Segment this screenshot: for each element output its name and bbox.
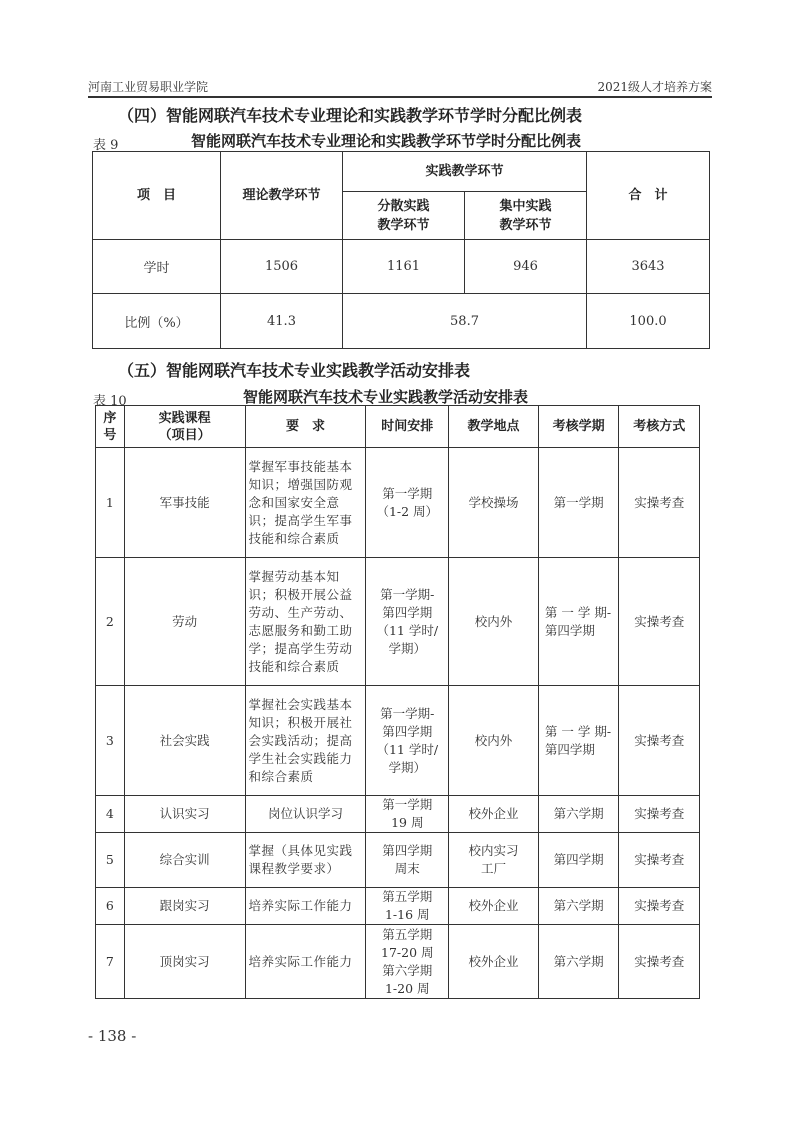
cell-course: 跟岗实习	[124, 888, 245, 925]
cell-practice-ratio: 58.7	[343, 294, 587, 349]
cell-no: 5	[96, 833, 125, 888]
cell-term: 第四学期	[538, 833, 619, 888]
cell-time: 第五学期 1-16 周	[366, 888, 449, 925]
cell-time: 第一学期- 第四学期 （11 学时/ 学期）	[366, 558, 449, 686]
cell-place: 学校操场	[449, 448, 539, 558]
cell-place: 校内实习 工厂	[449, 833, 539, 888]
table-header-row	[96, 406, 700, 448]
cell-requirement: 掌握（具体见实践课程教学要求）	[245, 833, 366, 888]
header-no: 序 号	[96, 406, 125, 448]
cell-requirement: 掌握劳动基本知识；积极开展公益劳动、生产劳动、志愿服务和勤工助学；提高学生劳动技能和综合素质	[245, 558, 366, 686]
cell-no: 4	[96, 796, 125, 833]
cell-requirement: 掌握社会实践基本知识；积极开展社会实践活动；提高学生社会实践能力和综合素质	[245, 686, 366, 796]
cell-method: 实操考查	[619, 558, 700, 686]
table-row-ratio	[93, 294, 710, 349]
page-number: - 138 -	[88, 1027, 137, 1045]
header-practice: 实践教学环节	[343, 152, 587, 192]
header-requirement: 要 求	[245, 406, 366, 448]
cell-no: 7	[96, 925, 125, 999]
cell-course: 劳动	[124, 558, 245, 686]
table-row	[96, 925, 700, 999]
header-time: 时间安排	[366, 406, 449, 448]
cell-method: 实操考查	[619, 925, 700, 999]
cell-term: 第 一 学 期- 第四学期	[538, 686, 619, 796]
cell-method: 实操考查	[619, 833, 700, 888]
cell-time: 第一学期 19 周	[366, 796, 449, 833]
cell-method: 实操考查	[619, 888, 700, 925]
cell-requirement: 培养实际工作能力	[245, 925, 366, 999]
cell-place: 校内外	[449, 686, 539, 796]
table-row	[96, 686, 700, 796]
cell-total-ratio: 100.0	[587, 294, 710, 349]
table-row-hours	[93, 240, 710, 294]
cell-term: 第一学期	[538, 448, 619, 558]
header-divider	[88, 96, 712, 98]
cell-no: 6	[96, 888, 125, 925]
cell-time: 第一学期 （1-2 周）	[366, 448, 449, 558]
section-5-title: （五）智能网联汽车技术专业实践教学活动安排表	[118, 361, 471, 380]
cell-time: 第四学期 周末	[366, 833, 449, 888]
cell-method: 实操考查	[619, 796, 700, 833]
cell-term: 第六学期	[538, 925, 619, 999]
cell-place: 校内外	[449, 558, 539, 686]
header-place: 教学地点	[449, 406, 539, 448]
header-total: 合 计	[587, 152, 710, 240]
cell-method: 实操考查	[619, 448, 700, 558]
header-document-title: 2021级人才培养方案	[597, 80, 712, 94]
cell-time: 第一学期- 第四学期 （11 学时/ 学期）	[366, 686, 449, 796]
header-course: 实践课程 （项目）	[124, 406, 245, 448]
cell-course: 综合实训	[124, 833, 245, 888]
page-header	[88, 78, 712, 96]
cell-no: 3	[96, 686, 125, 796]
cell-total-hours: 3643	[587, 240, 710, 294]
cell-course: 认识实习	[124, 796, 245, 833]
header-institution: 河南工业贸易职业学院	[88, 80, 209, 94]
header-scattered: 分散实践 教学环节	[343, 192, 465, 240]
cell-theory-hours: 1506	[221, 240, 343, 294]
cell-requirement: 岗位认识学习	[245, 796, 366, 833]
cell-requirement: 掌握军事技能基本知识；增强国防观念和国家安全意识；提高学生军事技能和综合素质	[245, 448, 366, 558]
row-label: 学时	[93, 240, 221, 294]
table-row	[96, 796, 700, 833]
cell-theory-ratio: 41.3	[221, 294, 343, 349]
header-method: 考核方式	[619, 406, 700, 448]
cell-course: 军事技能	[124, 448, 245, 558]
table-9-number: 表 9	[93, 138, 119, 153]
table-row	[96, 558, 700, 686]
table-row	[96, 888, 700, 925]
hours-ratio-table	[92, 151, 710, 349]
cell-term: 第六学期	[538, 796, 619, 833]
cell-no: 2	[96, 558, 125, 686]
header-concentrated: 集中实践 教学环节	[465, 192, 587, 240]
table-10-title: 智能网联汽车技术专业实践教学活动安排表	[243, 388, 529, 406]
cell-term: 第六学期	[538, 888, 619, 925]
table-9-title: 智能网联汽车技术专业理论和实践教学环节学时分配比例表	[191, 132, 582, 150]
header-term: 考核学期	[538, 406, 619, 448]
table-row	[96, 833, 700, 888]
cell-place: 校外企业	[449, 925, 539, 999]
cell-scattered-hours: 1161	[343, 240, 465, 294]
table-row	[96, 448, 700, 558]
cell-concentrated-hours: 946	[465, 240, 587, 294]
header-theory: 理论教学环节	[221, 152, 343, 240]
cell-requirement: 培养实际工作能力	[245, 888, 366, 925]
section-4-title: （四）智能网联汽车技术专业理论和实践教学环节学时分配比例表	[118, 106, 583, 125]
cell-course: 社会实践	[124, 686, 245, 796]
practice-schedule-table	[95, 405, 700, 999]
row-label: 比例（%）	[93, 294, 221, 349]
table-9-caption	[93, 130, 713, 152]
cell-place: 校外企业	[449, 796, 539, 833]
cell-method: 实操考查	[619, 686, 700, 796]
cell-course: 顶岗实习	[124, 925, 245, 999]
header-item: 项 目	[93, 152, 221, 240]
cell-place: 校外企业	[449, 888, 539, 925]
cell-time: 第五学期 17-20 周 第六学期 1-20 周	[366, 925, 449, 999]
cell-term: 第 一 学 期- 第四学期	[538, 558, 619, 686]
table-10-number: 表 10	[93, 394, 127, 409]
cell-no: 1	[96, 448, 125, 558]
